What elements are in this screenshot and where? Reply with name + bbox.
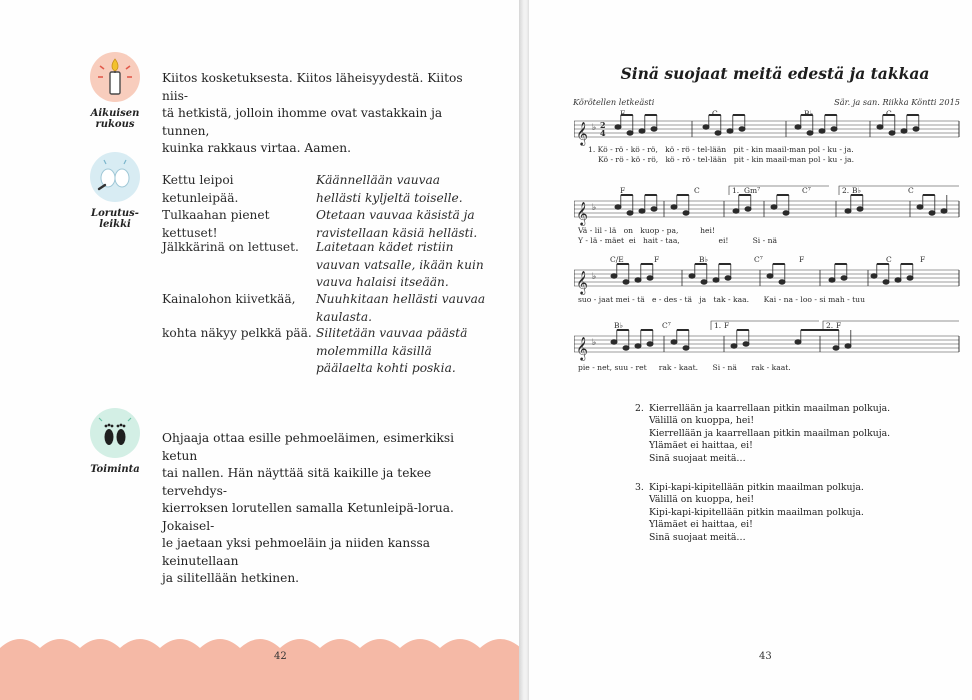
lyric-line: Vä - lil - lä on kuop - pa, hei! <box>578 226 715 235</box>
activity-line: tai nallen. Hän näyttää sitä kaikille ja tekee tervehdys- <box>162 466 432 498</box>
rhyme-row <box>162 291 492 327</box>
lyric-line: 1. Kö - rö - kö - rö, kö - rö - tel-lään pit - kin maail-man pol - ku - ja. <box>588 145 854 154</box>
note-head <box>907 276 913 280</box>
note-head <box>857 207 863 211</box>
note-head <box>901 129 907 133</box>
treble-clef-icon: 𝄞 <box>576 121 588 145</box>
chord-symbol: C <box>908 186 914 195</box>
activity-line: kierroksen lorutellen samalla Ketunleipä-lorua. Jokaisel- <box>162 501 454 533</box>
note-head <box>917 205 923 209</box>
note-head <box>845 344 851 348</box>
lyric-line: pie - net, suu - ret rak - kaat. Si - nä rak - kaat. <box>578 363 791 372</box>
note-head <box>683 211 689 215</box>
note-head <box>623 346 629 350</box>
note-head <box>615 125 621 129</box>
note-head <box>771 205 777 209</box>
chord-symbol: F <box>836 321 842 330</box>
note-head <box>883 280 889 284</box>
note-head <box>635 344 641 348</box>
prayer-line: tä hetkistä, jolloin ihomme ovat vastakkain ja tunnen, <box>162 106 443 138</box>
volta-number: 2. <box>842 186 850 195</box>
treble-clef-icon: 𝄞 <box>576 201 588 225</box>
verse-line: Ylämäet ei haittaa, ei! <box>649 519 753 531</box>
right-page <box>529 0 972 700</box>
rhyme-row <box>162 207 492 243</box>
rhyme-instruction: Silitetään vauvaa päästä molemmilla käsillä päälaelta kohti poskia. <box>316 326 468 375</box>
verse-line: Sinä suojaat meitä… <box>649 531 746 543</box>
note-head <box>627 131 633 135</box>
rhyme-line: Kainalohon kiivetkää, <box>162 292 296 306</box>
note-head <box>895 278 901 282</box>
note-head <box>671 340 677 344</box>
sheet-music <box>574 100 964 390</box>
hands-icon <box>90 152 140 202</box>
note-head <box>689 274 695 278</box>
prayer-text <box>162 70 482 158</box>
note-head <box>715 131 721 135</box>
treble-clef-icon: 𝄞 <box>576 270 588 294</box>
note-head <box>725 276 731 280</box>
note-head <box>615 205 621 209</box>
note-head <box>683 346 689 350</box>
song-title: Sinä suojaat meitä edestä ja takkaa <box>620 64 930 83</box>
chord-symbol: C⁷ <box>754 255 763 264</box>
rhyme-instruction: Otetaan vauvaa käsistä ja ravistellaan käsiä hellästi. <box>316 208 478 240</box>
note-head <box>651 127 657 131</box>
rhyme-line: Tulkaahan pienet kettuset! <box>162 208 270 240</box>
chord-symbol: B♭ <box>614 321 624 330</box>
prayer-label: Aikuisen rukous <box>90 108 140 130</box>
verse-line: Kierrellään ja kaarrellaan pitkin maailman polkuja. <box>649 403 891 414</box>
verse-2 <box>635 403 891 465</box>
flat-icon: ♭ <box>592 123 597 133</box>
flat-icon: ♭ <box>592 338 597 348</box>
rhyme-instruction: Laitetaan kädet ristiin vauvan vatsalle, ikään kuin vauva halaisi itseään. <box>316 240 484 289</box>
note-head <box>767 274 773 278</box>
note-head <box>611 340 617 344</box>
time-sig-top: 2 <box>600 120 606 130</box>
note-head <box>833 346 839 350</box>
note-head <box>871 274 877 278</box>
chord-symbol: C⁷ <box>662 321 671 330</box>
lyric-line: suo - jaat mei - tä e - des - tä ja tak - kaa. Kai - na - loo - si mah - tuu <box>578 295 865 304</box>
note-head <box>713 278 719 282</box>
volta-number: 1. <box>732 186 740 195</box>
chord-symbol: C/E <box>610 255 624 264</box>
chord-symbol: F <box>620 109 626 118</box>
note-head <box>647 276 653 280</box>
note-head <box>639 129 645 133</box>
note-head <box>639 209 645 213</box>
rhyme-row <box>162 172 492 208</box>
activity-line: le jaetaan yksi pehmoeläin ja niiden kanssa keinutellaan <box>162 536 431 568</box>
rhyme-row <box>162 325 492 379</box>
prayer-icon-block <box>84 52 146 130</box>
scallop-border <box>0 630 521 700</box>
note-head <box>845 209 851 213</box>
prayer-line: kuinka rakkaus virtaa. Aamen. <box>162 141 351 155</box>
chord-symbol: C <box>886 109 892 118</box>
page-number: 43 <box>759 651 772 662</box>
verse-line: Kierrellään ja kaarrellaan pitkin maailman polkuja. <box>649 427 891 439</box>
chord-symbol: F <box>920 255 926 264</box>
rhyme-instruction: Nuuhkitaan hellästi vauvaa kaulasta. <box>316 292 486 324</box>
activity-line: Ohjaaja ottaa esille pehmoeläimen, esimerkiksi ketun <box>162 431 455 463</box>
note-head <box>635 278 641 282</box>
note-head <box>731 344 737 348</box>
verse-line: Ylämäet ei haittaa, ei! <box>649 440 753 452</box>
volta-number: 2. <box>826 321 834 330</box>
note-head <box>841 276 847 280</box>
chord-symbol: F <box>654 255 660 264</box>
rhyme-icon-block <box>84 152 146 230</box>
verse-3 <box>635 482 864 544</box>
chord-symbol: C⁷ <box>802 186 811 195</box>
activity-text <box>162 430 482 588</box>
note-head <box>941 209 947 213</box>
chord-symbol: F <box>724 321 730 330</box>
note-head <box>739 127 745 131</box>
lyric-line: Kö - rö - kö - rö, kö - rö - tel-lään pit - kin maail-man pol - ku - ja. <box>598 155 854 164</box>
chord-symbol: C <box>694 186 700 195</box>
verse-line: Kipi-kapi-kipitellään pitkin maailman polkuja. <box>649 482 864 493</box>
activity-icon-block <box>84 408 146 475</box>
verse-line: Välillä on kuoppa, hei! <box>649 415 755 427</box>
page-number: 42 <box>274 651 287 662</box>
footprints-icon <box>90 408 140 458</box>
verse-number: 2. <box>635 403 644 414</box>
prayer-line: Kiitos kosketuksesta. Kiitos läheisyydestä. Kiitos niis- <box>162 71 463 103</box>
note-head <box>647 342 653 346</box>
note-head <box>783 211 789 215</box>
flat-icon: ♭ <box>592 203 597 213</box>
note-head <box>623 280 629 284</box>
note-head <box>651 207 657 211</box>
note-head <box>795 340 801 344</box>
note-head <box>611 274 617 278</box>
note-head <box>627 211 633 215</box>
note-head <box>929 211 935 215</box>
chord-symbol: B♭ <box>699 255 709 264</box>
note-head <box>877 125 883 129</box>
chord-symbol: B♭ <box>852 186 862 195</box>
chord-symbol: C <box>886 255 892 264</box>
note-head <box>779 280 785 284</box>
note-head <box>671 205 677 209</box>
note-head <box>831 127 837 131</box>
note-head <box>733 209 739 213</box>
rhyme-line: kohta näkyy pelkkä pää. <box>162 326 312 340</box>
rhyme-label: Lorutus-leikki <box>91 208 139 230</box>
note-head <box>701 280 707 284</box>
treble-clef-icon: 𝄞 <box>576 336 588 360</box>
chord-symbol: B♭ <box>804 109 814 118</box>
volta-number: 1. <box>714 321 722 330</box>
verse-line: Sinä suojaat meitä… <box>649 452 746 464</box>
verse-line: Välillä on kuoppa, hei! <box>649 494 755 506</box>
chord-symbol: F <box>799 255 805 264</box>
verse-number: 3. <box>635 482 644 493</box>
rhyme-row <box>162 239 492 293</box>
chord-symbol: F <box>620 186 626 195</box>
lyric-line: Y - lä - mäet ei hait - taa, ei! Si - nä <box>578 236 778 245</box>
note-head <box>829 278 835 282</box>
note-head <box>807 131 813 135</box>
song-credits: Sär. ja san. Riikka Köntti 2015 <box>834 97 960 107</box>
tempo-marking: Körötellen letkeästi <box>573 97 655 107</box>
rhyme-line: Jälkkärinä on lettuset. <box>162 240 299 254</box>
note-head <box>913 127 919 131</box>
activity-label: Toiminta <box>90 464 140 475</box>
note-head <box>889 131 895 135</box>
verse-line: Kipi-kapi-kipitellään pitkin maailman polkuja. <box>649 506 864 518</box>
flat-icon: ♭ <box>592 272 597 282</box>
note-head <box>795 125 801 129</box>
candle-icon <box>90 52 140 102</box>
time-sig-bottom: 4 <box>600 128 606 138</box>
note-head <box>745 207 751 211</box>
rhyme-instruction: Käännellään vauvaa hellästi kyljeltä toiselle. <box>316 173 463 205</box>
note-head <box>819 129 825 133</box>
rhyme-line: Kettu leipoi ketunleipää. <box>162 173 239 205</box>
note-head <box>727 129 733 133</box>
chord-symbol: Gm⁷ <box>744 186 761 195</box>
chord-symbol: C <box>712 109 718 118</box>
activity-line: ja silitellään hetkinen. <box>162 571 300 585</box>
note-head <box>743 342 749 346</box>
note-head <box>703 125 709 129</box>
